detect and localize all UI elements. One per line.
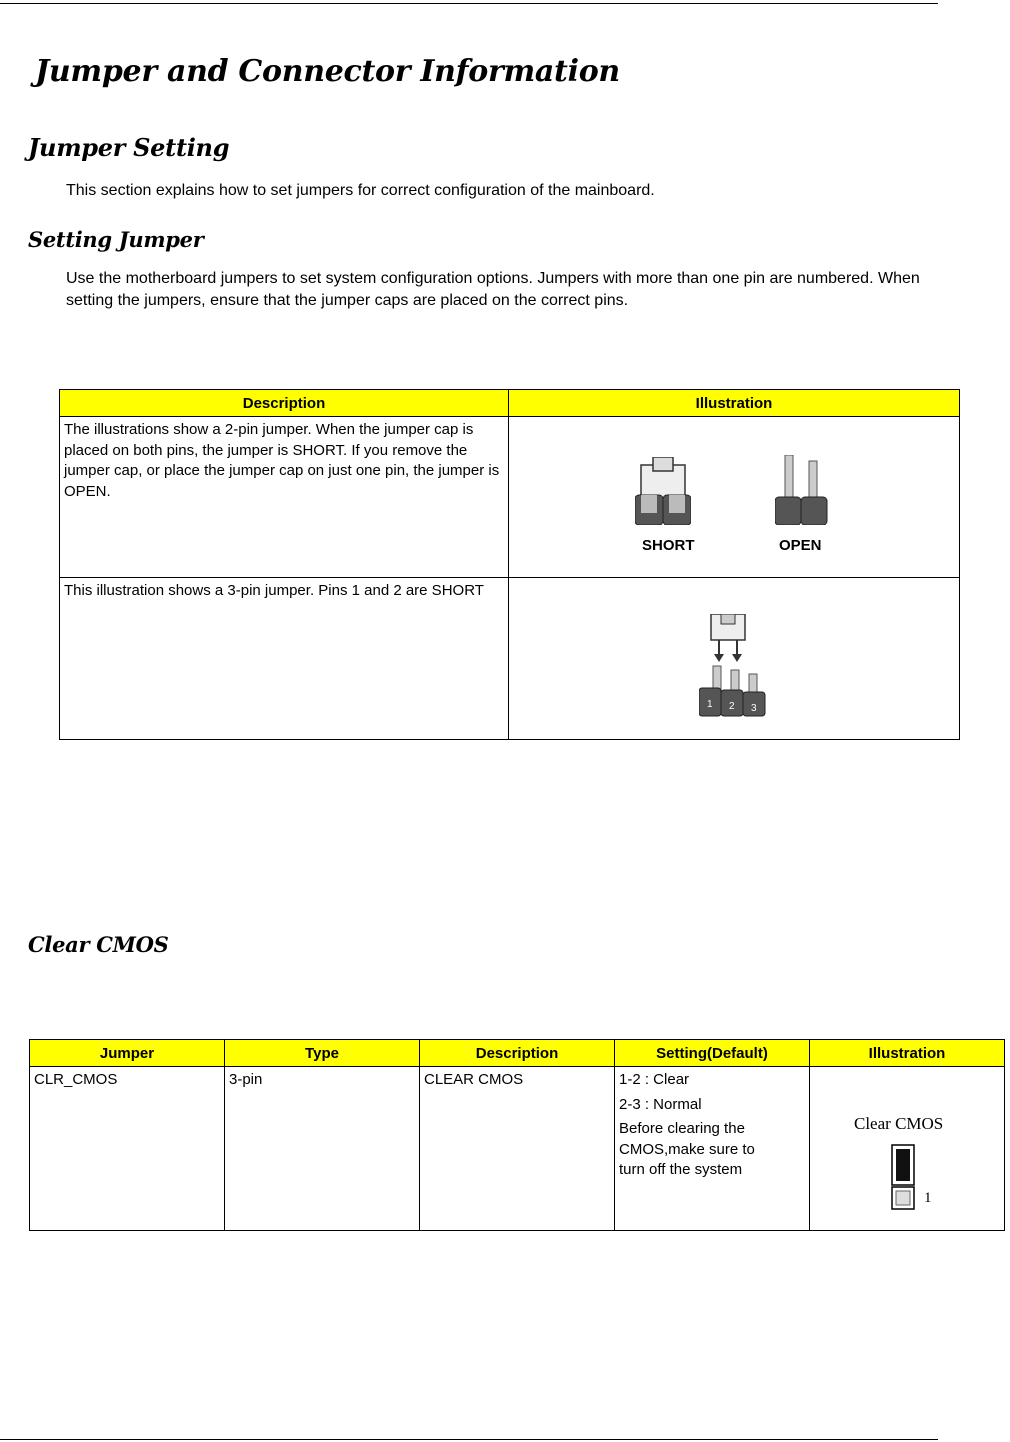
two-pin-illustration-cell [509, 417, 960, 578]
cell-type: 3-pin [225, 1067, 420, 1231]
table-row [60, 417, 960, 578]
column-header-description: Description [60, 390, 509, 417]
clear-cmos-illustration-title: Clear CMOS [854, 1114, 944, 1133]
jumper-illustration-table [59, 389, 960, 740]
setting-clear: 1-2 : Clear [619, 1071, 690, 1088]
three-pin-jumper-icon [699, 614, 769, 718]
table-header-row [30, 1040, 1005, 1067]
jumper-setting-intro: This section explains how to set jumpers for correct configuration of the mainboard. [66, 182, 655, 199]
column-header-setting: Setting(Default) [615, 1040, 810, 1067]
column-header-type: Type [225, 1040, 420, 1067]
page-title: Jumper and Connector Information [35, 54, 620, 89]
bottom-rule [0, 1439, 938, 1440]
three-pin-description: This illustration shows a 3-pin jumper. Pins 1 and 2 are SHORT [60, 578, 509, 740]
three-pin-illustration-cell [509, 578, 960, 740]
open-jumper-icon [775, 455, 829, 525]
column-header-jumper: Jumper [30, 1040, 225, 1067]
open-label: OPEN [779, 537, 822, 554]
section-heading-clear-cmos: Clear CMOS [28, 932, 169, 957]
clear-cmos-jumper-icon [891, 1144, 915, 1210]
cell-description: CLEAR CMOS [420, 1067, 615, 1231]
setting-jumper-text: Use the motherboard jumpers to set system configuration options. Jumpers with more than one pin are numbered. When setting the jumpers, ensure that the jumper caps are placed on the correct pins. [66, 270, 920, 309]
pin-number-3: 3 [751, 703, 757, 714]
pin-number-1: 1 [707, 699, 713, 710]
short-label: SHORT [642, 537, 695, 554]
pin-one-label: 1 [924, 1190, 932, 1206]
clear-cmos-table [29, 1039, 1005, 1231]
two-pin-description: The illustrations show a 2-pin jumper. When the jumper cap is placed on both pins, the jumper is SHORT. If you remove the jumper cap, or place the jumper cap on just one pin, the jumper is OPEN. [60, 417, 509, 578]
short-jumper-icon [635, 457, 691, 525]
column-header-illustration: Illustration [810, 1040, 1005, 1067]
section-heading-setting-jumper: Setting Jumper [28, 227, 204, 252]
cell-setting [615, 1067, 810, 1231]
top-rule [0, 3, 938, 4]
column-header-description: Description [420, 1040, 615, 1067]
pin-number-2: 2 [729, 701, 735, 712]
table-row [30, 1067, 1005, 1231]
table-row [60, 578, 960, 740]
column-header-illustration: Illustration [509, 390, 960, 417]
setting-note: Before clearing the CMOS,make sure to turn off the system [619, 1120, 755, 1178]
table-header-row [60, 390, 960, 417]
cell-jumper: CLR_CMOS [30, 1067, 225, 1231]
cell-illustration [810, 1067, 1005, 1231]
setting-normal: 2-3 : Normal [619, 1095, 702, 1113]
section-heading-jumper-setting: Jumper Setting [28, 133, 230, 162]
